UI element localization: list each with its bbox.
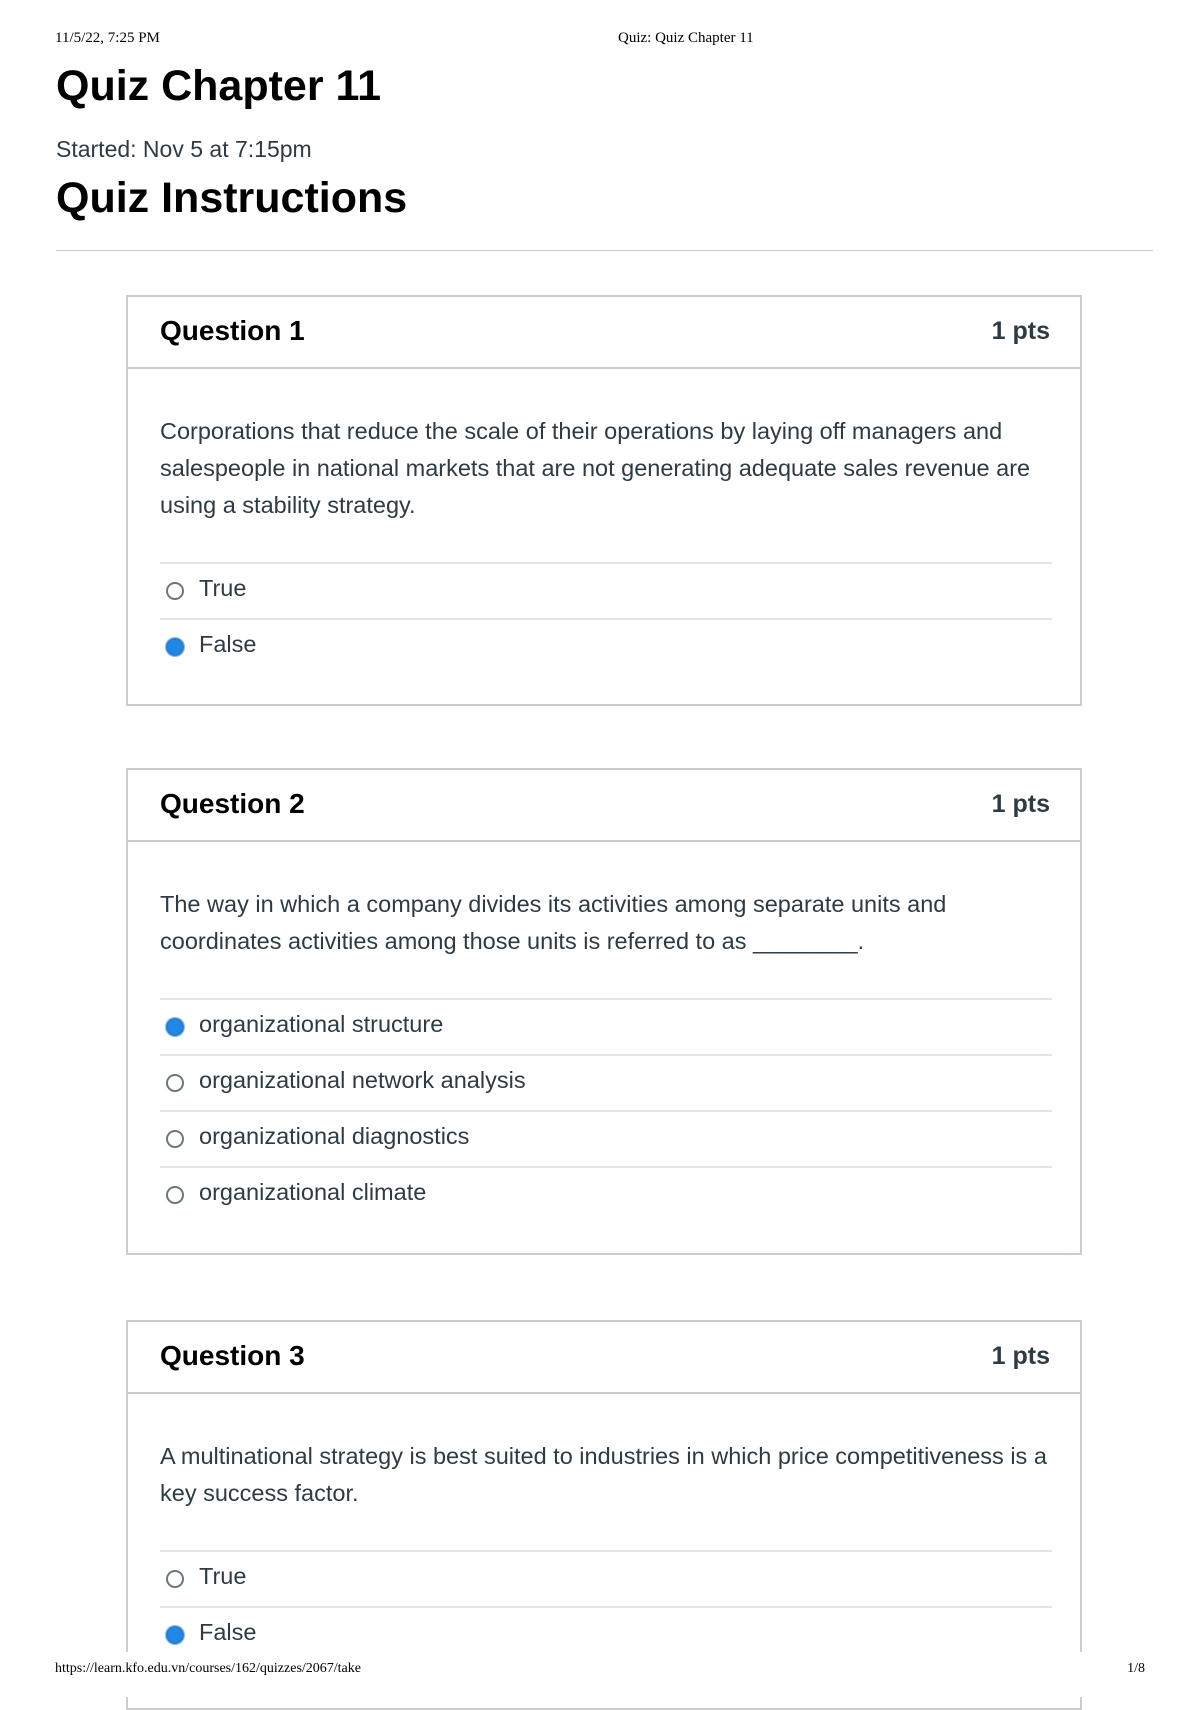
answer-list bbox=[160, 562, 1052, 676]
question-title: Question 2 bbox=[160, 788, 305, 819]
radio-button[interactable] bbox=[166, 1130, 184, 1148]
radio-button[interactable] bbox=[166, 1186, 184, 1204]
question-header bbox=[128, 297, 1080, 369]
page-title: Quiz Chapter 11 bbox=[56, 62, 381, 110]
print-url: https://learn.kfo.edu.vn/courses/162/quizzes/2067/take bbox=[55, 1661, 361, 1676]
answer-label: organizational network analysis bbox=[199, 1067, 526, 1093]
question-2-card bbox=[126, 768, 1082, 1255]
answer-label: organizational diagnostics bbox=[199, 1123, 470, 1149]
question-body bbox=[128, 1394, 1080, 1664]
answer-label: False bbox=[199, 1619, 257, 1645]
answer-label: False bbox=[199, 631, 257, 657]
question-header bbox=[128, 1322, 1080, 1394]
question-title: Question 3 bbox=[160, 1340, 305, 1371]
print-page-title: Quiz: Quiz Chapter 11 bbox=[618, 30, 754, 46]
answer-option[interactable] bbox=[160, 1000, 1052, 1056]
radio-button-selected[interactable] bbox=[166, 638, 184, 656]
question-title: Question 1 bbox=[160, 315, 305, 346]
question-text: The way in which a company divides its activities among separate units and coordinates activities among those units is referred to as ________. bbox=[160, 891, 947, 954]
question-header bbox=[128, 770, 1080, 842]
answer-option[interactable] bbox=[160, 1552, 1052, 1608]
answer-list bbox=[160, 998, 1052, 1224]
question-body bbox=[128, 842, 1080, 1224]
print-footer bbox=[55, 1661, 1145, 1681]
question-1-card bbox=[126, 295, 1082, 706]
radio-button[interactable] bbox=[166, 582, 184, 600]
answer-option[interactable] bbox=[160, 620, 1052, 676]
answer-label: organizational structure bbox=[199, 1011, 444, 1037]
question-points: 1 pts bbox=[991, 790, 1050, 818]
answer-option[interactable] bbox=[160, 1056, 1052, 1112]
quiz-started-time: Started: Nov 5 at 7:15pm bbox=[56, 136, 312, 162]
question-body bbox=[128, 369, 1080, 676]
radio-button-selected[interactable] bbox=[166, 1626, 184, 1644]
question-points: 1 pts bbox=[991, 317, 1050, 345]
print-header bbox=[55, 30, 1145, 50]
answer-list bbox=[160, 1550, 1052, 1664]
question-text: A multinational strategy is best suited to industries in which price competitiveness is a key success factor. bbox=[160, 1443, 1047, 1506]
print-page-number: 1/8 bbox=[1127, 1661, 1145, 1676]
answer-label: True bbox=[199, 575, 247, 601]
radio-button-selected[interactable] bbox=[166, 1018, 184, 1036]
answer-option[interactable] bbox=[160, 1168, 1052, 1224]
radio-button[interactable] bbox=[166, 1074, 184, 1092]
answer-label: organizational climate bbox=[199, 1179, 427, 1205]
answer-option[interactable] bbox=[160, 1112, 1052, 1168]
answer-label: True bbox=[199, 1563, 247, 1589]
radio-button[interactable] bbox=[166, 1570, 184, 1588]
divider bbox=[56, 250, 1153, 251]
question-text: Corporations that reduce the scale of their operations by laying off managers and salespeople in national markets that are not generating adequate sales revenue are using a stability strategy. bbox=[160, 418, 1031, 518]
print-datetime: 11/5/22, 7:25 PM bbox=[55, 30, 160, 46]
question-points: 1 pts bbox=[991, 1342, 1050, 1370]
answer-option[interactable] bbox=[160, 564, 1052, 620]
quiz-instructions-heading: Quiz Instructions bbox=[56, 174, 408, 222]
